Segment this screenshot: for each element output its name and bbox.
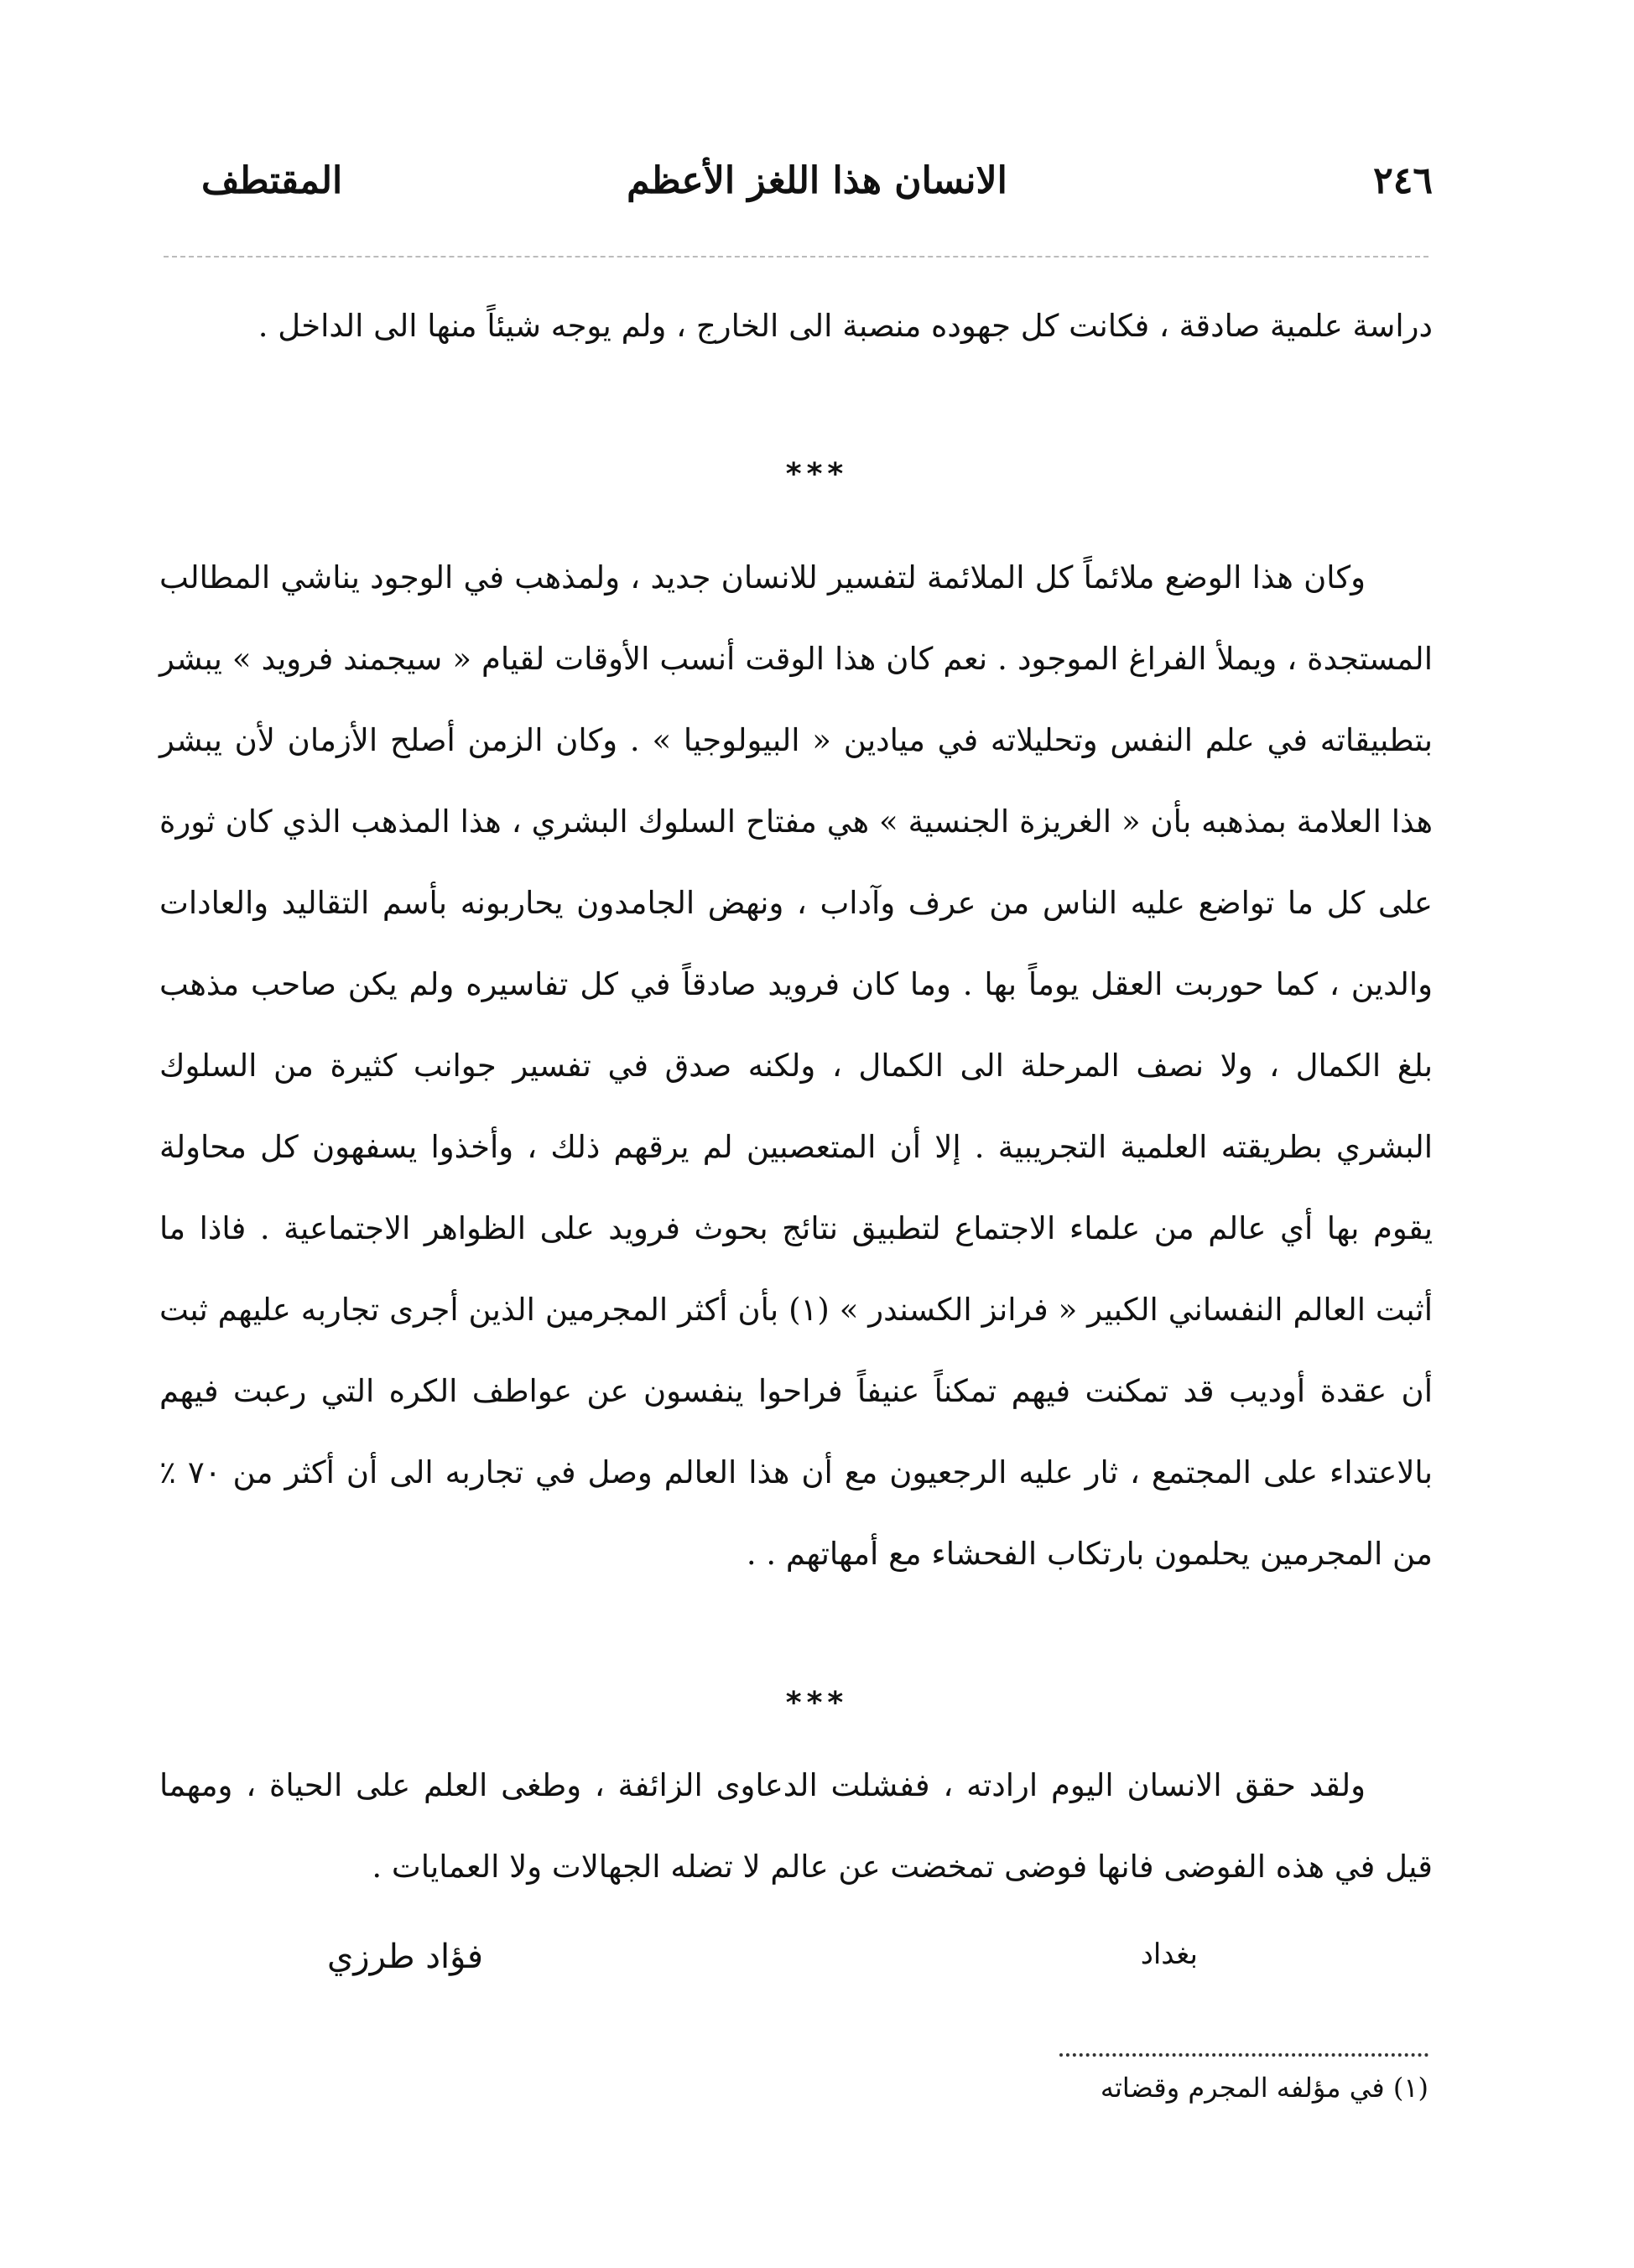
header-rule [164, 256, 1428, 257]
page-number: ٢٤٦ [1373, 159, 1433, 202]
paragraph-2: وكان هذا الوضع ملائماً كل الملائمة لتفسير للانسان جديد ، ولمذهب في الوجود يناشي المطالب المستجدة ، ويملأ الفراغ الموجود . نعم كان هذا الوقت أنسب الأوقات لقيام « سيجمند فرويد » يبشر بتطبيقاته في علم النفس وتحليلاته في ميادين « البيولوجيا » . وكان الزمن أصلح الأزمان لأن يبشر هذا العلامة بمذهبه بأن « الغريزة الجنسية » هي مفتاح السلوك البشري ، هذا المذهب الذي كان ثورة على كل ما تواضع عليه الناس من عرف وآداب ، ونهض الجامدون يحاربونه بأسم التقاليد والعادات والدين ، كما حوربت العقل يوماً بها . وما كان فرويد صادقاً في كل تفاسيره ولم يكن صاحب مذهب بلغ الكمال ، ولا نصف المرحلة الى الكمال ، ولكنه صدق في تفسير جوانب كثيرة من السلوك البشري بطريقته العلمية التجريبية . إلا أن المتعصبين لم يرقهم ذلك ، وأخذوا يسفهون كل محاولة يقوم بها أي عالم من علماء الاجتماع لتطبيق نتائج بحوث فرويد على الظواهر الاجتماعية . فاذا ما أثبت العالم النفساني الكبير « فرانز الكسندر » (١) بأن أكثر المجرمين الذين أجرى تجاربه عليهم ثبت أن عقدة أوديب قد تمكنت فيهم تمكناً عنيفاً فراحوا ينفسون عن عواطف الكره التي رعبت فيهم بالاعتداء على المجتمع ، ثار عليه الرجعيون مع أن هذا العالم وصل في تجاربه الى أن أكثر من ٧٠ ٪ من المجرمين يحلمون بارتكاب الفحشاء مع أمهاتهم . . [159, 559, 1434, 1572]
journal-name: المقتطف [201, 159, 343, 202]
author-name: فؤاد طرزي [327, 1938, 483, 1976]
running-title: الانسان هذا اللغز الأعظم [627, 159, 1007, 202]
page-header [201, 159, 1433, 226]
closing-signature [327, 1938, 1198, 1996]
paragraph-1: دراسة علمية صادقة ، فكانت كل جهوده منصبة الى الخارج ، ولم يوجه شيئاً منها الى الداخل . [258, 308, 1433, 344]
footnote: (١) في مؤلفه المجرم وقضاته [1100, 2072, 1428, 2104]
footnote-rule [1059, 2053, 1428, 2057]
paragraph-3: ولقد حقق الانسان اليوم ارادته ، ففشلت الدعاوى الزائفة ، وطغى العلم على الحياة ، ومهما قيل في هذه الفوضى فانها فوضى تمخضت عن عالم لا تضله الجهالات ولا العمايات . [159, 1767, 1433, 1885]
section-separator-2: *** [785, 1686, 849, 1720]
section-separator-1: *** [785, 457, 849, 492]
place-name: بغداد [1140, 1938, 1198, 1971]
